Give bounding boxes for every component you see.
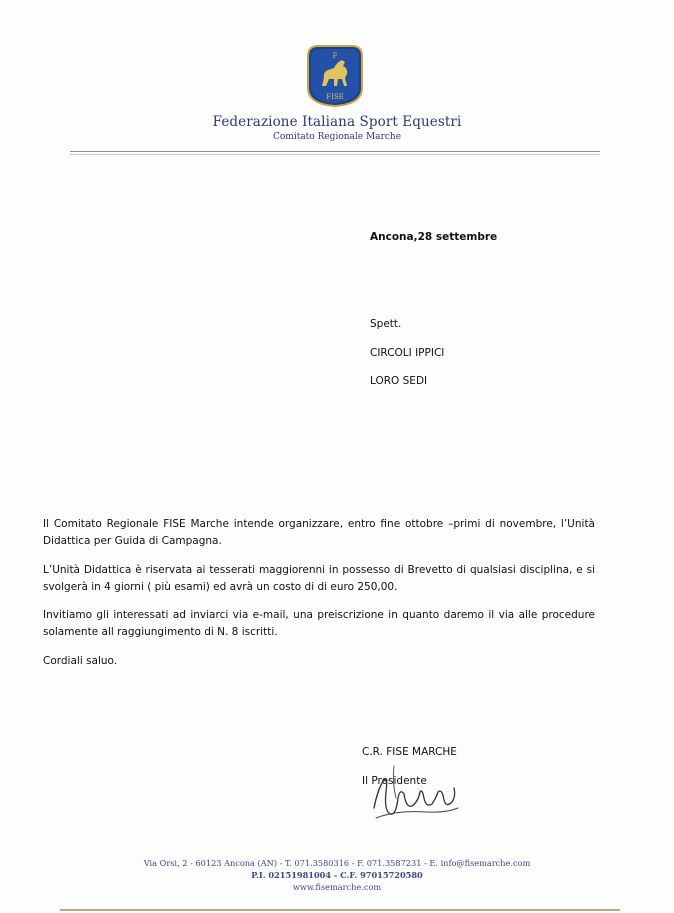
header-divider [70, 151, 600, 152]
logo-letter: F [332, 52, 338, 60]
header-divider-secondary [70, 154, 600, 155]
recipient-greeting: Spett. [370, 318, 402, 330]
closing-salutation: Cordiali saluo. [43, 655, 118, 667]
body-paragraph-1: Il Comitato Regionale FISE Marche intende organizzare, entro fine ottobre –primi di novembre, l’Unità Didattica per Guida di Campagna. [43, 518, 595, 547]
signature-org: C.R. FISE MARCHE [362, 746, 457, 758]
footer-website: www.fisemarche.com [292, 882, 382, 892]
footer-divider [60, 909, 620, 911]
logo-text: FISE [326, 93, 344, 101]
recipient-name: CIRCOLI IPPICI [370, 347, 445, 359]
footer-address: Via Orsi, 2 - 60123 Ancona (AN) - T. 071.3580316 - F. 071.3587231 - E. info@fisemarche.com [143, 858, 531, 868]
body-paragraph-2: L’Unità Didattica è riservata ai tesserati maggiorenni in possesso di Brevetto di qualsiasi disciplina, e si svolgerà in 4 giorni ( più esami) ed avrà un costo di di euro 250,00. [43, 564, 595, 593]
fise-logo-icon [304, 42, 366, 108]
handwritten-signature-icon [366, 758, 466, 828]
body-paragraph-3: Invitiamo gli interessati ad inviarci via e-mail, una preiscrizione in quanto daremo il via alle procedure solamente all raggiungimento di N. 8 iscritti. [43, 609, 595, 638]
org-subtitle: Comitato Regionale Marche [272, 132, 402, 142]
signature-role: Il Presidente [362, 775, 427, 787]
footer-tax-ids: P.I. 02151981004 - C.F. 97015720580 [251, 870, 423, 880]
org-name: Federazione Italiana Sport Equestri [212, 114, 462, 130]
letter-date: Ancona,28 settembre [370, 231, 498, 243]
recipient-location: LORO SEDI [370, 375, 428, 387]
